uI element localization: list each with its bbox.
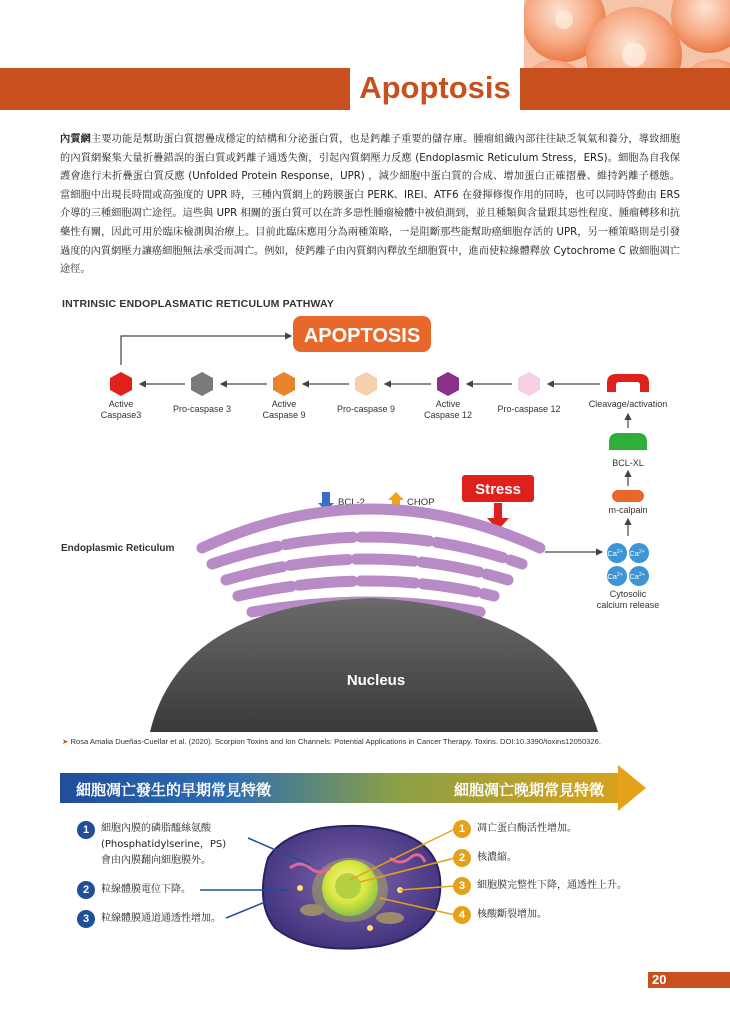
ca-text: Ca <box>629 572 639 581</box>
early-feature-number: 1 <box>77 821 95 839</box>
active-caspase12-label-2: Caspase 12 <box>423 410 473 420</box>
bclxl-protein <box>609 433 647 450</box>
pathway-diagram <box>0 310 730 735</box>
active-caspase3-hexagon <box>110 372 132 396</box>
ca-text: Ca <box>607 549 617 558</box>
early-feature-1-line: 會由內膜翻向細胞膜外。 <box>101 855 211 866</box>
late-feature-4: 核酸斷裂增加。 <box>477 909 547 920</box>
chop-label: CHOP <box>407 497 435 508</box>
apoptosis-label: APOPTOSIS <box>303 325 421 347</box>
early-feature-3: 粒線體膜通道通透性增加。 <box>101 913 221 924</box>
intro-lead: 內質網 <box>60 134 92 145</box>
page-number: 20 <box>652 972 667 987</box>
late-feature-1: 凋亡蛋白酶活性增加。 <box>477 823 577 834</box>
ca-superscript: 2+ <box>616 549 623 555</box>
late-feature-number: 2 <box>453 849 471 867</box>
early-feature-number: 3 <box>77 910 95 928</box>
cleavage-protein <box>607 374 649 392</box>
ca-superscript: 2+ <box>638 549 645 555</box>
active-caspase9-hexagon <box>273 372 295 396</box>
late-features-title: 細胞凋亡晚期常見特徵 <box>454 781 605 799</box>
active-caspase3-label-1: Active <box>108 399 134 409</box>
active-caspase9-label-2: Caspase 9 <box>262 410 306 420</box>
er-membranes <box>202 509 540 612</box>
pathway-title: INTRINSIC ENDOPLASMATIC RETICULUM PATHWAY <box>62 298 335 310</box>
source-text: Rosa Amalia Dueñas-Cuellar et al. (2020). Scorpion Toxins and Ion Channels: Potential Applications in Cancer Therapy. Toxins. DOI:10.3390/toxins12050326. <box>70 737 601 746</box>
ca-superscript: 2+ <box>638 572 645 578</box>
early-feature-1 <box>101 821 226 869</box>
active-caspase3-label-2: Caspase3 <box>100 410 142 420</box>
ca-text: Ca <box>629 549 639 558</box>
pro-caspase9-hexagon <box>355 372 377 396</box>
cleavage-label: Cleavage/activation <box>588 399 668 409</box>
pro-caspase12-hexagon <box>518 372 540 396</box>
early-feature-1-line: 細胞內膜的磷脂醯絲氨酸 <box>101 823 211 834</box>
bcl2-label: BCL-2 <box>338 497 365 508</box>
pro-caspase3-label: Pro-caspase 3 <box>172 404 232 414</box>
active-caspase12-label-1: Active <box>435 399 461 409</box>
pro-caspase3-hexagon <box>191 372 213 396</box>
early-feature-number: 2 <box>77 881 95 899</box>
nucleus-label: Nucleus <box>346 672 406 689</box>
mcalpain-label: m-calpain <box>608 505 648 515</box>
cytosolic-label-2: calcium release <box>596 600 660 610</box>
cytosolic-label-1: Cytosolic <box>609 589 647 599</box>
late-feature-number: 3 <box>453 877 471 895</box>
intro-body: 主要功能是幫助蛋白質摺疊成穩定的結構和分泌蛋白質，也是鈣離子重要的儲存庫。腫瘤組織內部往往缺乏氧氣和養分，導致細胞的內質網聚集大量折疊錯誤的蛋白質或鈣離子通透失衡，引起內質網壓力反應 (Endoplasmic Reticulum Stress，ERS)。細胞為自我保護會進行未折疊蛋白質反應 (Unfolded Protein Response，UPR) ，減少細胞中蛋白質的合成、增加蛋白正確摺疊、維持鈣離子穩態。當細胞中出現長時間或高強度的 UPR 時，三種內質網上的跨膜蛋白 PERK、IREI、ATF6 在發揮修復作用的同時，也可以同時啓動由 ERS 介導的三種細胞凋亡途徑。這些與 UPR 相關的蛋白質可以在許多惡性腫瘤檢體中被偵測到，並且種類與含量跟其惡性程度、腫瘤轉移和抗藥性有關，因此可用於臨床檢測與治療上。目前此臨床應用分為兩種策略，一是阻斷那些能幫助癌細胞存活的 UPR，另一種策略則是引發過度的內質網壓力讓癌細胞無法承受而凋亡。例如，使鈣離子由內質網內釋放至細胞質中，進而使粒線體釋放 Cytochrome C 啟細胞凋亡途徑。 <box>60 134 681 276</box>
active-caspase12-hexagon <box>437 372 459 396</box>
early-features-title: 細胞凋亡發生的早期常見特徵 <box>76 781 272 799</box>
early-feature-2: 粒線體膜電位下降。 <box>101 884 191 895</box>
stress-label: Stress <box>475 481 521 498</box>
intro-paragraph <box>60 131 680 280</box>
banner-arrow-icon <box>618 765 646 811</box>
ca-text: Ca <box>607 572 617 581</box>
nucleus <box>150 598 598 732</box>
late-feature-number: 4 <box>453 906 471 924</box>
source-citation <box>62 737 601 746</box>
citation-arrow-icon: ➤ <box>62 737 71 746</box>
mcalpain-protein <box>612 490 644 502</box>
er-label: Endoplasmic Reticulum <box>61 543 175 554</box>
pro-caspase12-label: Pro-caspase 12 <box>497 404 561 414</box>
early-feature-1-line: (Phosphatidylserine，PS) <box>101 839 227 850</box>
ca-superscript: 2+ <box>616 572 623 578</box>
active-caspase9-label-1: Active <box>271 399 297 409</box>
bclxl-label: BCL-XL <box>612 458 644 468</box>
late-feature-number: 1 <box>453 820 471 838</box>
page-title: Apoptosis <box>359 70 511 105</box>
pro-caspase9-label: Pro-caspase 9 <box>336 404 396 414</box>
late-feature-3: 細胞膜完整性下降，通透性上升。 <box>477 880 627 891</box>
late-feature-2: 核濃縮。 <box>477 852 517 863</box>
